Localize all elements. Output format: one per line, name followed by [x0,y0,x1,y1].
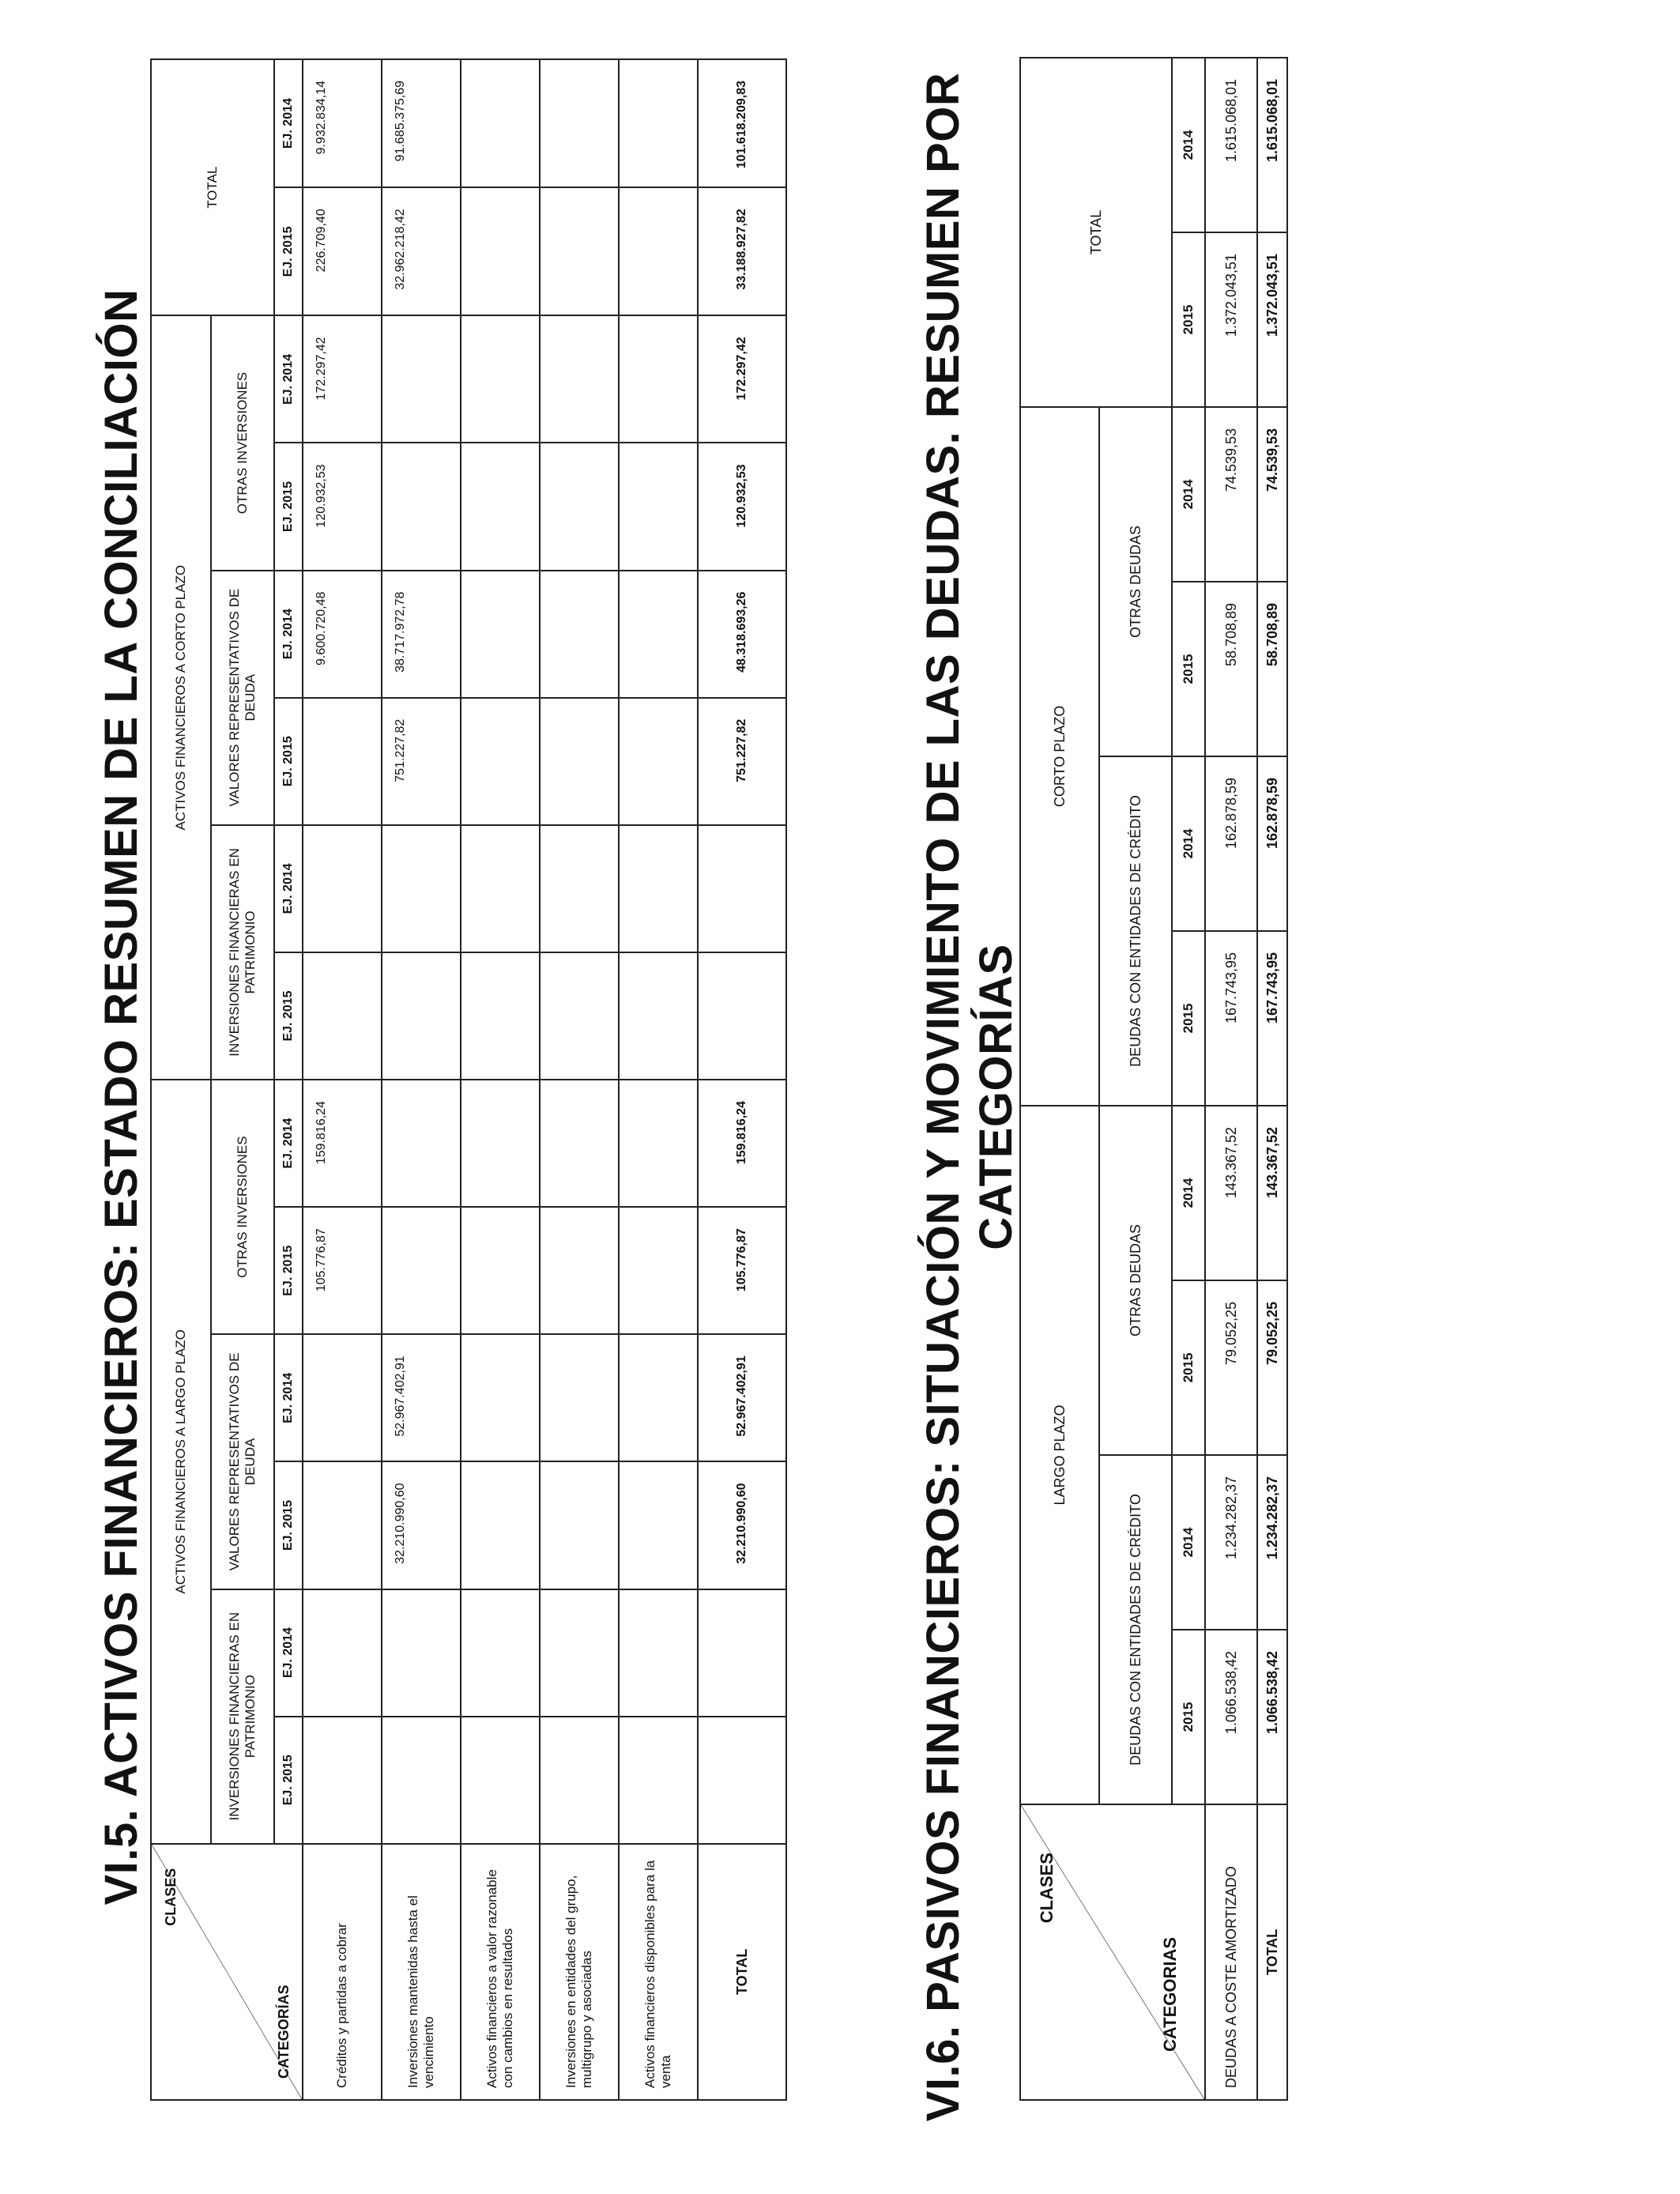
year-header: EJ. 2015 [274,698,303,825]
value-cell: 32.210.990,60 [382,1461,461,1589]
row-label: Activos financieros a valor razonable con cambios en resultados [461,1844,540,2100]
value-cell: 159.816,24 [303,1080,382,1207]
table2-body [1205,58,1287,2100]
corner-clases-label: CLASES [163,1868,179,1926]
value-cell: 143.367,52 [1205,1106,1257,1280]
corner-cell [151,1844,303,2100]
value-cell: 1.234.282,37 [1205,1455,1257,1630]
value-cell [619,59,698,187]
value-cell [382,1080,461,1207]
value-cell [619,443,698,570]
total-value-cell: 159.816,24 [698,1080,786,1207]
value-cell: 1.615.068,01 [1205,58,1257,232]
value-cell [540,825,619,952]
total-value-cell [698,825,786,952]
value-cell [461,443,540,570]
table-row [382,59,461,2100]
year-header: EJ. 2014 [274,59,303,187]
corner-clases-label: CLASES [1037,1853,1057,1924]
year-header: EJ. 2014 [274,1589,303,1717]
value-cell [540,952,619,1080]
total-value-cell: 162.878,59 [1257,756,1287,931]
group-largo-plazo: ACTIVOS FINANCIEROS A LARGO PLAZO [151,1080,211,1844]
value-cell [619,1589,698,1717]
total-value-cell: 105.776,87 [698,1207,786,1334]
total-row [1257,58,1287,2100]
group-corto-plazo: CORTO PLAZO [1020,407,1099,1106]
total-value-cell: 32.210.990,60 [698,1461,786,1589]
value-cell [303,952,382,1080]
row-label: Activos financieros disponibles para la venta [619,1844,698,2100]
total-value-cell: 120.932,53 [698,443,786,570]
year-header: EJ. 2014 [274,825,303,952]
value-cell [461,1080,540,1207]
total-value-cell: 1.615.068,01 [1257,58,1287,232]
table-row [303,59,382,2100]
table1-title: VI.5. ACTIVOS FINANCIEROS: ESTADO RESUMEN DE LA CONCILIACIÓN [96,288,147,1906]
value-cell [540,1207,619,1334]
total-label: TOTAL [698,1844,786,2100]
value-cell: 1.372.043,51 [1205,232,1257,407]
value-cell [303,825,382,952]
subgroup-lp-valores-deuda: VALORES REPRESENTATIVOS DE DEUDA [211,1334,274,1589]
total-value-cell: 33.188.927,82 [698,187,786,315]
total-value-cell: 74.539,53 [1257,407,1287,582]
value-cell [619,825,698,952]
subgroup-lp-inversiones-patrimonio: INVERSIONES FINANCIERAS EN PATRIMONIO [211,1589,274,1844]
year-header: EJ. 2015 [274,443,303,570]
group-total: TOTAL [151,59,274,315]
value-cell: 38.717.972,78 [382,571,461,698]
value-cell [461,571,540,698]
year-header: 2014 [1172,1106,1205,1280]
total-value-cell: 1.234.282,37 [1257,1455,1287,1630]
value-cell [540,443,619,570]
value-cell: 751.227,82 [382,698,461,825]
value-cell [619,952,698,1080]
total-row [698,59,786,2100]
table2-title: VI.6. PASIVOS FINANCIEROS: SITUACIÓN Y MOVIMIENTO DE LAS DEUDAS. RESUMEN POR CATEGORÍAS [917,72,1022,2122]
value-cell [619,1207,698,1334]
value-cell: 120.932,53 [303,443,382,570]
total-value-cell: 172.297,42 [698,315,786,443]
value-cell: 167.743,95 [1205,931,1257,1106]
total-value-cell: 101.618.209,83 [698,59,786,187]
value-cell [540,1589,619,1717]
value-cell [540,315,619,443]
year-header: EJ. 2014 [274,571,303,698]
value-cell [303,1334,382,1461]
value-cell: 79.052,25 [1205,1280,1257,1455]
header-row-groups [1020,58,1099,2100]
row-label: DEUDAS A COSTE AMORTIZADO [1205,1804,1257,2100]
total-value-cell: 143.367,52 [1257,1106,1287,1280]
value-cell [461,1461,540,1589]
value-cell [461,1334,540,1461]
value-cell [619,1080,698,1207]
year-header: EJ. 2015 [274,952,303,1080]
value-cell [382,825,461,952]
total-value-cell [698,952,786,1080]
table-row [1205,58,1257,2100]
total-value-cell: 1.372.043,51 [1257,232,1287,407]
value-cell: 74.539,53 [1205,407,1257,582]
row-label: Inversiones en entidades del grupo, multigrupo y asociadas [540,1844,619,2100]
row-label: Créditos y partidas a cobrar [303,1844,382,2100]
table-row [540,59,619,2100]
year-header: 2014 [1172,756,1205,931]
value-cell [382,952,461,1080]
year-header: 2015 [1172,1280,1205,1455]
value-cell [461,1589,540,1717]
total-label: TOTAL [1257,1804,1287,2100]
value-cell [540,1080,619,1207]
total-value-cell: 751.227,82 [698,698,786,825]
subgroup-lp-entidades-credito: DEUDAS CON ENTIDADES DE CRÉDITO [1099,1455,1172,1804]
year-header: 2014 [1172,407,1205,582]
value-cell [303,1461,382,1589]
value-cell [540,1717,619,1844]
header-row-groups [151,59,211,2100]
value-cell [619,315,698,443]
value-cell: 1.066.538,42 [1205,1630,1257,1804]
value-cell [382,1207,461,1334]
year-header: 2015 [1172,232,1205,407]
year-header: EJ. 2015 [274,1717,303,1844]
value-cell [382,1589,461,1717]
value-cell: 58.708,89 [1205,582,1257,756]
year-header: EJ. 2015 [274,1207,303,1334]
value-cell [540,1461,619,1589]
header-row-subgroups [211,59,274,2100]
value-cell [461,952,540,1080]
value-cell [461,1717,540,1844]
value-cell [540,1334,619,1461]
year-header: 2015 [1172,1630,1205,1804]
value-cell [619,571,698,698]
group-corto-plazo: ACTIVOS FINANCIEROS A CORTO PLAZO [151,315,211,1080]
value-cell [461,698,540,825]
value-cell [619,698,698,825]
year-header: 2015 [1172,582,1205,756]
year-header: 2014 [1172,1455,1205,1630]
subgroup-cp-otras-inversiones: OTRAS INVERSIONES [211,315,274,570]
year-header: 2015 [1172,931,1205,1106]
value-cell: 52.967.402,91 [382,1334,461,1461]
value-cell: 9.600.720,48 [303,571,382,698]
value-cell [461,59,540,187]
subgroup-lp-otras-inversiones: OTRAS INVERSIONES [211,1080,274,1334]
activos-financieros-table [150,58,787,2101]
group-total: TOTAL [1020,58,1172,407]
value-cell [382,1717,461,1844]
value-cell [303,698,382,825]
corner-categorias-label: CATEGORIAS [1160,1936,1180,2052]
value-cell [540,571,619,698]
total-value-cell: 167.743,95 [1257,931,1287,1106]
total-value-cell [698,1717,786,1844]
value-cell: 32.962.218,42 [382,187,461,315]
subgroup-cp-inversiones-patrimonio: INVERSIONES FINANCIERAS EN PATRIMONIO [211,825,274,1080]
table1-body [303,59,786,2100]
row-label: Inversiones mantenidas hasta el vencimiento [382,1844,461,2100]
value-cell [461,315,540,443]
group-largo-plazo: LARGO PLAZO [1020,1106,1099,1804]
year-header: 2014 [1172,58,1205,232]
value-cell [461,825,540,952]
header-row-years [1172,58,1205,2100]
value-cell [619,187,698,315]
total-value-cell [698,1589,786,1717]
year-header: EJ. 2014 [274,315,303,443]
year-header: EJ. 2015 [274,187,303,315]
value-cell [540,698,619,825]
value-cell [382,315,461,443]
value-cell: 9.932.834,14 [303,59,382,187]
total-value-cell: 79.052,25 [1257,1280,1287,1455]
value-cell: 91.685.375,69 [382,59,461,187]
year-header: EJ. 2014 [274,1080,303,1207]
corner-cell [1020,1804,1205,2100]
year-header: EJ. 2014 [274,1334,303,1461]
pasivos-financieros-table [1019,57,1288,2101]
value-cell [540,187,619,315]
subgroup-cp-entidades-credito: DEUDAS CON ENTIDADES DE CRÉDITO [1099,756,1172,1106]
value-cell [382,443,461,570]
subgroup-cp-valores-deuda: VALORES REPRESENTATIVOS DE DEUDA [211,571,274,825]
value-cell [303,1589,382,1717]
value-cell: 162.878,59 [1205,756,1257,931]
value-cell [461,1207,540,1334]
value-cell [461,187,540,315]
subgroup-cp-otras-deudas: OTRAS DEUDAS [1099,407,1172,756]
value-cell: 105.776,87 [303,1207,382,1334]
value-cell: 172.297,42 [303,315,382,443]
year-header: EJ. 2015 [274,1461,303,1589]
total-value-cell: 58.708,89 [1257,582,1287,756]
header-row-years [274,59,303,2100]
table-row [619,59,698,2100]
corner-categorias-label: CATEGORÍAS [276,1985,292,2079]
total-value-cell: 48.318.693,26 [698,571,786,698]
value-cell [540,59,619,187]
value-cell [619,1461,698,1589]
value-cell: 226.709,40 [303,187,382,315]
total-value-cell: 52.967.402,91 [698,1334,786,1461]
subgroup-lp-otras-deudas: OTRAS DEUDAS [1099,1106,1172,1455]
value-cell [619,1717,698,1844]
total-value-cell: 1.066.538,42 [1257,1630,1287,1804]
table-row [461,59,540,2100]
value-cell [619,1334,698,1461]
value-cell [303,1717,382,1844]
